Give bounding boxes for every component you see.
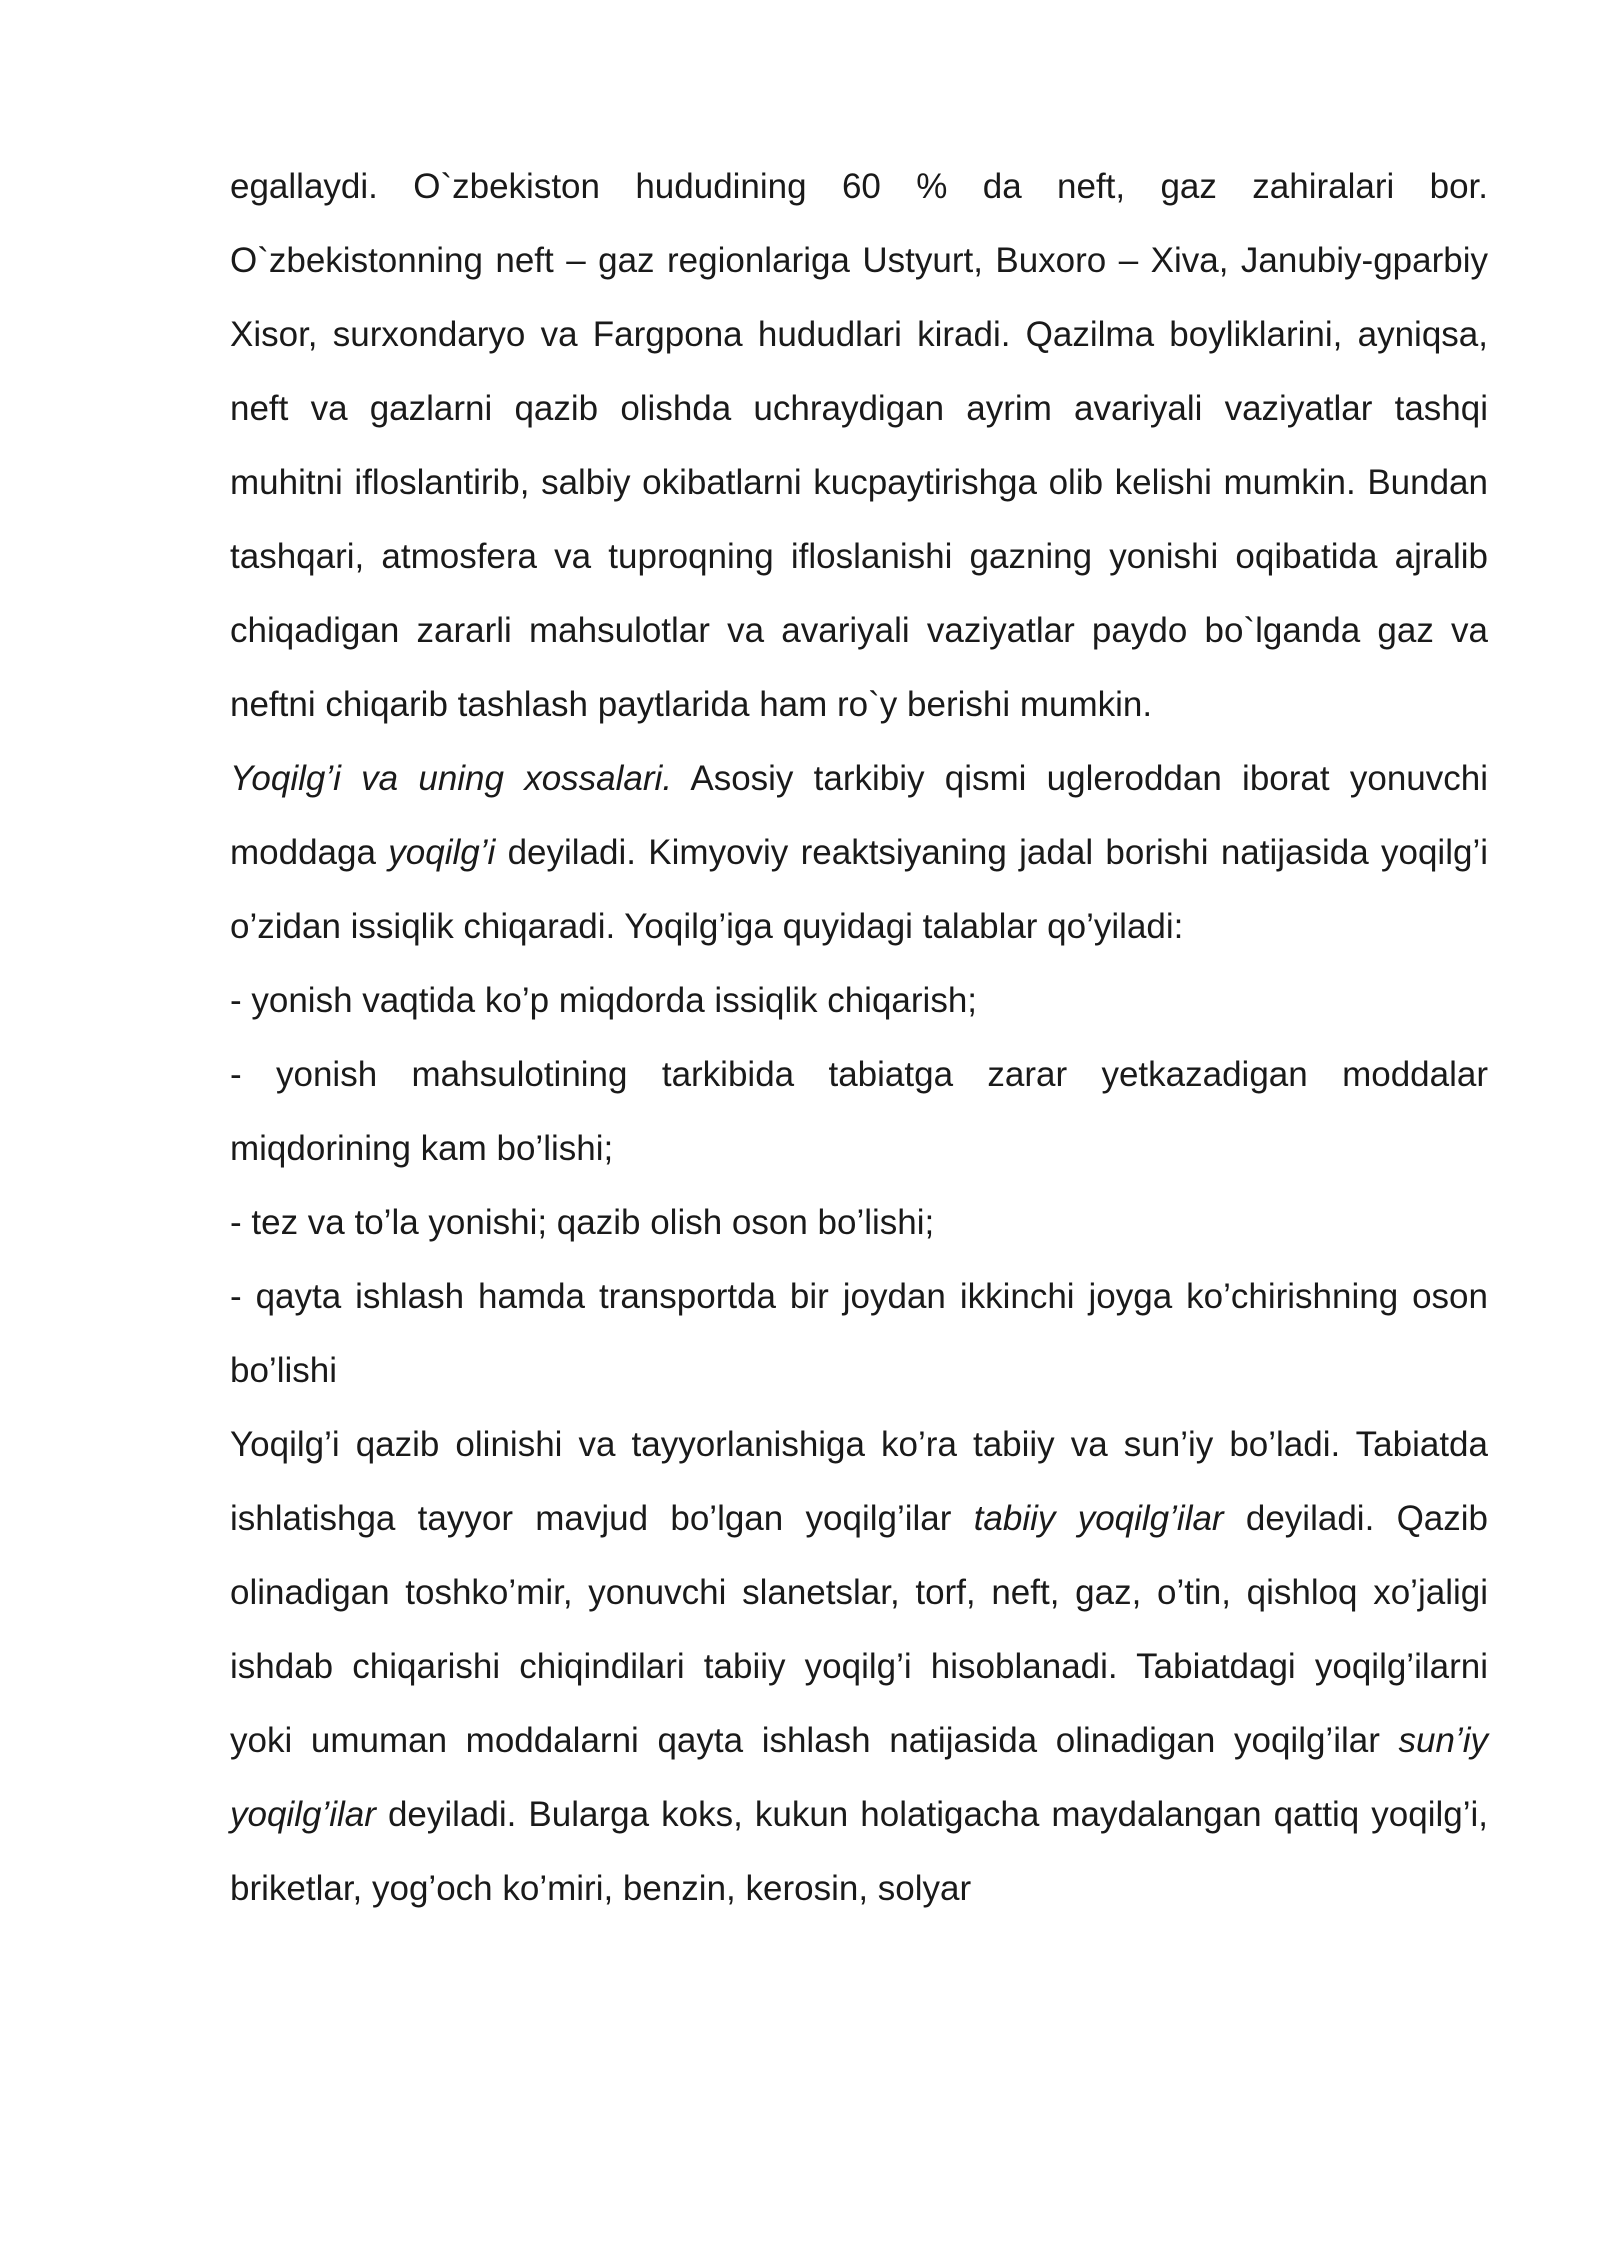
list-item-requirement	[230, 1038, 1488, 1186]
paragraph-text: Yoqilg’i qazib olinishi va tayyorlanishiga ko’ra tabiiy va sun’iy bo’ladi. Tabiatda ishlatishga tayyor mavjud bo’lgan yoqilg’ilar	[230, 1425, 1488, 1538]
paragraph-text: deyiladi. Qazib olinadigan toshko’mir, yonuvchi slanetslar, torf, neft, gaz, o’tin, qishloq xo’jaligi ishdab chiqarishi chiqindilari tabiiy yoqilg’i hisoblanadi. Tabiatdagi yoqilg’ilarni yoki umuman moddalarni qayta ishlash natijasida olinadigan yoqilg’ilar	[230, 1499, 1488, 1760]
paragraph-text: Asosiy tarkibiy qismi ugleroddan iborat yonuvchi moddaga	[230, 759, 1488, 872]
paragraph-text: deyiladi. Kimyoviy reaktsiyaning jadal borishi natijasida yoqilg’i o’zidan issiqlik chiqaradi. Yoqilg’iga quyidagi talablar qo’yiladi:	[230, 833, 1489, 946]
term-italic: yoqilg’i	[388, 833, 496, 872]
paragraph-fuel-properties	[230, 742, 1488, 964]
term-italic: tabiiy yoqilg’ilar	[973, 1499, 1224, 1538]
list-item-text: - tez va to’la yonishi; qazib olish oson bo’lishi;	[230, 1203, 935, 1242]
paragraph-natural-artificial-fuels	[230, 1408, 1488, 1926]
paragraph-text: egallaydi. O`zbekiston hududining 60 % da neft, gaz zahiralari bor. O`zbekistonning neft – gaz regionlariga Ustyurt, Buxoro – Xiva, Janubiy-gparbiy Xisor, surxondaryo va Fargpona hududlari kiradi. Qazilma boyliklarini, ayniqsa, neft va gazlarni qazib olishda uchraydigan ayrim avariyali vaziyatlar tashqi muhitni ifloslantirib, salbiy okibatlarni kucpaytirishga olib kelishi mumkin. Bundan tashqari, atmosfera va tuproqning ifloslanishi gazning yonishi oqibatida ajralib chiqadigan zararli mahsulotlar va avariyali vaziyatlar paydo bo`lganda gaz va neftni chiqarib tashlash paytlarida ham ro`y berishi mumkin.	[230, 167, 1488, 724]
section-heading-italic: Yoqilg’i va uning xossalari.	[230, 759, 673, 798]
list-item-requirement	[230, 1186, 1488, 1260]
list-item-text: - yonish vaqtida ko’p miqdorda issiqlik chiqarish;	[230, 981, 978, 1020]
paragraph-oil-gas-regions	[230, 150, 1488, 742]
document-body	[230, 150, 1488, 1926]
term-italic: sun’iy yoqilg’ilar	[230, 1721, 1488, 1834]
list-item-requirement	[230, 1260, 1488, 1408]
paragraph-text: deyiladi. Bularga koks, kukun holatigacha maydalangan qattiq yoqilg’i, briketlar, yog’och ko’miri, benzin, kerosin, solyar	[230, 1795, 1488, 1908]
list-item-text: - qayta ishlash hamda transportda bir joydan ikkinchi joyga ko’chirishning oson bo’lishi	[230, 1277, 1488, 1390]
list-item-requirement	[230, 964, 1488, 1038]
list-item-text: - yonish mahsulotining tarkibida tabiatga zarar yetkazadigan moddalar miqdorining kam bo’lishi;	[230, 1055, 1488, 1168]
